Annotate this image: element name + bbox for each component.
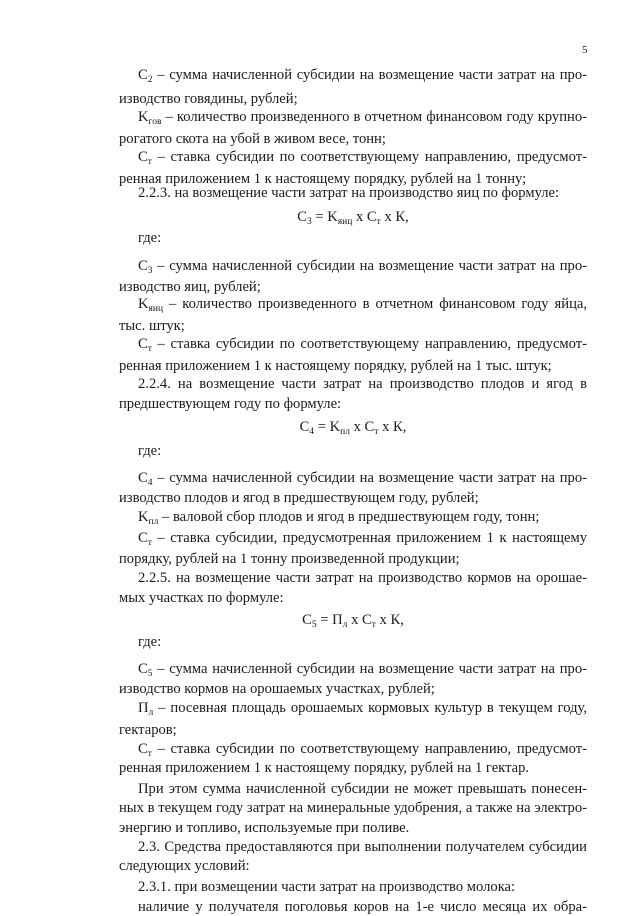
text-line: где: [138,443,162,459]
text-line: наличие у получателя поголовья коров на 1-е число месяца их обра- [138,899,587,915]
text-line: порядку, рублей на 1 тонну произведенной продукции; [119,551,460,567]
text-line: рогатого скота на убой в живом весе, тонн; [119,131,386,147]
text-line: ных в текущем году затрат на минеральные удобрения, а также на электро- [119,800,587,816]
text-line: ренная приложением 1 к настоящему порядку, рублей на 1 тонну; [119,171,527,187]
formula-line: $С_5 = П_л$ х $С_т$ х К, [302,612,404,630]
text-line: гектаров; [119,722,177,738]
text-line: 2.3. Средства предоставляются при выполнении получателем субсидии [138,839,587,855]
text-line: $С_5$ – сумма начисленной субсидии на возмещение части затрат на про- [138,661,587,679]
text-line: изводство кормов на орошаемых участках, рублей; [119,681,435,697]
text-line: $С_т$ – ставка субсидии по соответствующему направлению, предусмот- [138,336,587,354]
text-line: 2.2.5. на возмещение части затрат на производство кормов на орошае- [138,570,587,586]
text-line: предшествующем году по формуле: [119,396,342,412]
text-line: $K_{пл}$ – валовой сбор плодов и ягод в предшествующем году, тонн; [138,509,540,527]
text-line: 2.2.4. на возмещение части затрат на производство плодов и ягод в [138,376,587,392]
text-line: $С_3$ – сумма начисленной субсидии на возмещение части затрат на про- [138,258,587,276]
text-line: $С_т$ – ставка субсидии, предусмотренная приложением 1 к настоящему [138,530,587,548]
text-line: следующих условий: [119,858,250,874]
text-line: $K_{гов}$ – количество произведенного в отчетном финансовом году крупно- [138,109,587,127]
text-line: мых участках по формуле: [119,590,284,606]
text-line: изводство плодов и ягод в предшествующем году, рублей; [119,490,479,506]
text-line: $K_{яиц}$ – количество произведенного в отчетном финансовом году яйца, [138,296,587,314]
formula-line: $С_3 = K_{яиц}$ х $С_т$ х К, [297,209,409,227]
text-line: $С_4$ – сумма начисленной субсидии на возмещение части затрат на про- [138,470,587,488]
text-line: изводство говядины, рублей; [119,91,298,107]
text-line: $С_т$ – ставка субсидии по соответствующему направлению, предусмот- [138,149,587,167]
text-line: При этом сумма начисленной субсидии не может превышать понесен- [138,781,587,797]
text-line: $С_2$ – сумма начисленной субсидии на возмещение части затрат на про- [138,67,587,85]
page-number: 5 [582,44,588,56]
text-line: энергию и топливо, используемые при поливе. [119,820,410,836]
text-line: где: [138,634,162,650]
formula-line: $С_4 = K_{пл}$ х $С_т$ х К, [299,419,407,437]
text-line: 2.2.3. на возмещение части затрат на производство яиц по формуле: [138,185,560,201]
text-line: где: [138,230,162,246]
text-line: тыс. штук; [119,318,185,334]
text-line: ренная приложением 1 к настоящему порядку, рублей на 1 гектар. [119,760,530,776]
text-line: ренная приложением 1 к настоящему порядку, рублей на 1 тыс. штук; [119,358,552,374]
text-line: 2.3.1. при возмещении части затрат на производство молока: [138,879,516,895]
text-line: $П_л$ – посевная площадь орошаемых кормовых культур в текущем году, [138,700,587,718]
text-line: изводство яиц, рублей; [119,279,261,295]
text-line: $С_т$ – ставка субсидии по соответствующему направлению, предусмот- [138,741,587,759]
